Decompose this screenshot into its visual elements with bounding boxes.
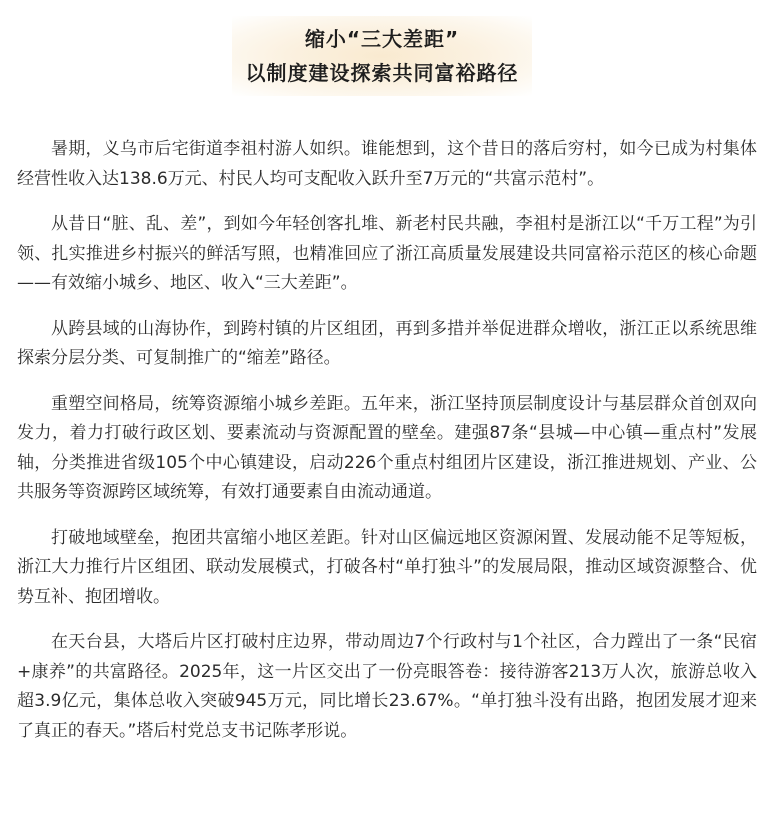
paragraph-6: 在天台县，大塔后片区打破村庄边界，带动周边7个行政村与1个社区，合力蹚出了一条“民宿+康养”的共富路径。2025年，这一片区交出了一份亮眼答卷：接待游客213万人次，旅游总收入超3.9亿元，集体总收入突破945万元，同比增长23.67%。“单打独斗没有出路，抱团发展才迎来了真正的春天。”塔后村党总支书记陈孝形说。 xyxy=(17,632,757,741)
headline-line-1: 缩小“三大差距” xyxy=(304,27,460,51)
article-body xyxy=(17,135,757,762)
paragraph-4: 重塑空间格局，统筹资源缩小城乡差距。五年来，浙江坚持顶层制度设计与基层群众首创双向发力，着力打破行政区划、要素流动与资源配置的壁垒。建强87条“县城—中心镇—重点村”发展轴，分类推进省级105个中心镇建设，启动226个重点村组团片区建设，浙江推进规划、产业、公共服务等资源跨区域统筹，有效打通要素自由流动通道。 xyxy=(17,393,757,502)
paragraph-3: 从跨县域的山海协作，到跨村镇的片区组团，再到多措并举促进群众增收，浙江正以系统思维探索分层分类、可复制推广的“缩差”路径。 xyxy=(17,318,757,368)
paragraph-2: 从昔日“脏、乱、差”，到如今年轻创客扎堆、新老村民共融，李祖村是浙江以“千万工程”为引领、扎实推进乡村振兴的鲜活写照，也精准回应了浙江高质量发展建设共同富裕示范区的核心命题——有效缩小城乡、地区、收入“三大差距”。 xyxy=(17,214,757,293)
headline-banner xyxy=(232,16,532,96)
paragraph-5: 打破地域壁垒，抱团共富缩小地区差距。针对山区偏远地区资源闲置、发展动能不足等短板，浙江大力推行片区组团、联动发展模式，打破各村“单打独斗”的发展局限，推动区域资源整合、优势互补、抱团增收。 xyxy=(17,527,757,607)
headline-line-2: 以制度建设探索共同富裕路径 xyxy=(245,61,519,85)
paragraph-1: 暑期，义乌市后宅街道李祖村游人如织。谁能想到，这个昔日的落后穷村，如今已成为村集体经营性收入达138.6万元、村民人均可支配收入跃升至7万元的“共富示范村”。 xyxy=(17,139,757,189)
